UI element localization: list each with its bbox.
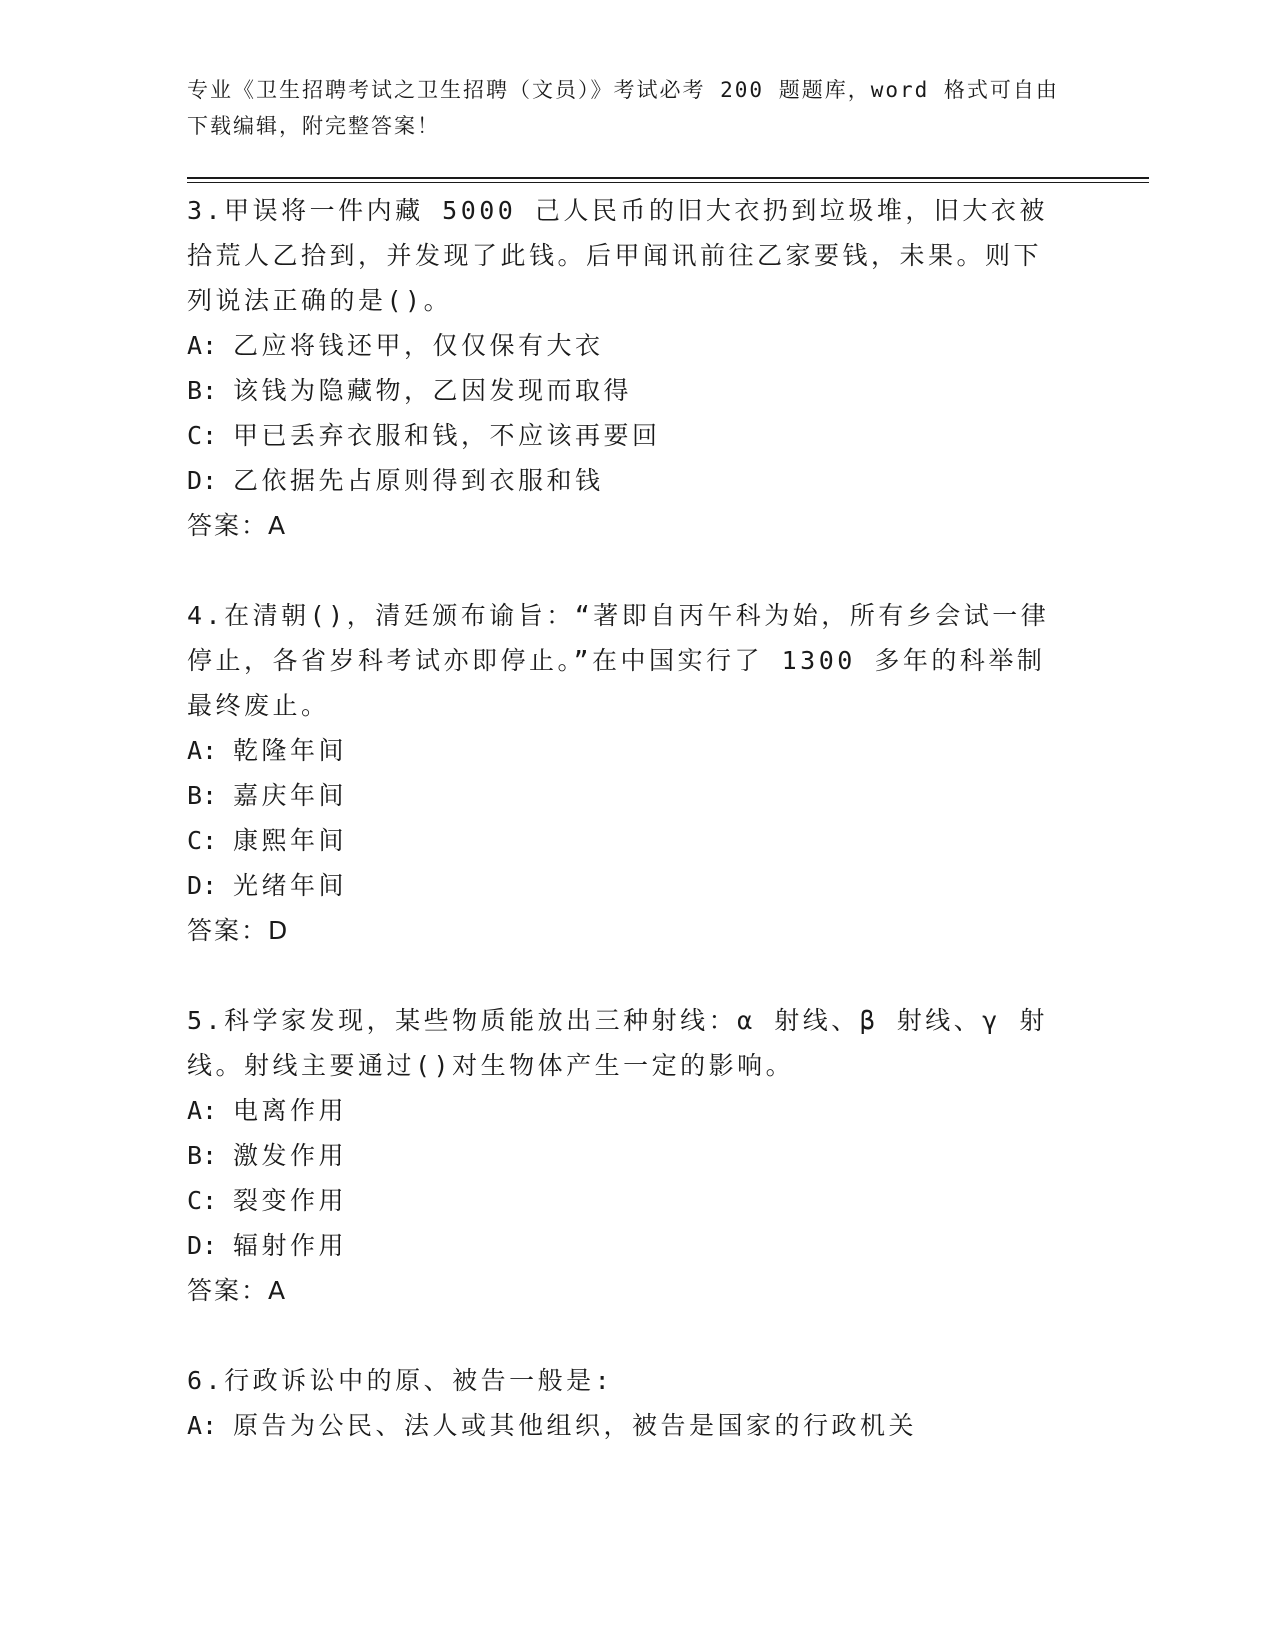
document-header: 专业《卫生招聘考试之卫生招聘（文员）》考试必考 200 题题库，word 格式可自由下载编辑，附完整答案！ [187, 78, 1059, 138]
option-key: B: [187, 1141, 218, 1170]
option-a [187, 1403, 1087, 1448]
option-c [187, 818, 1087, 863]
option-key: D: [187, 466, 218, 495]
header-divider-thin [187, 182, 1149, 183]
option-b [187, 368, 1087, 413]
option-key: C: [187, 1186, 218, 1215]
option-text: 电离作用 [233, 1096, 348, 1125]
option-c [187, 413, 1087, 458]
option-d [187, 863, 1087, 908]
option-a [187, 323, 1087, 368]
option-key: A: [187, 1096, 218, 1125]
option-text: 乙依据先占原则得到衣服和钱 [233, 466, 604, 495]
spacer [187, 1313, 1087, 1358]
option-c [187, 1178, 1087, 1223]
question-list [187, 188, 1087, 1448]
header-divider-thick [187, 177, 1149, 179]
option-text: 该钱为隐藏物，乙因发现而取得 [233, 376, 633, 405]
option-b [187, 1133, 1087, 1178]
option-key: C: [187, 826, 218, 855]
question-text: 6.行政诉讼中的原、被告一般是: [187, 1366, 614, 1395]
option-text: 乙应将钱还甲，仅仅保有大衣 [233, 331, 604, 360]
option-text: 嘉庆年间 [233, 781, 348, 810]
option-text: 原告为公民、法人或其他组织，被告是国家的行政机关 [233, 1411, 918, 1440]
question-5 [187, 998, 1087, 1313]
option-key: A: [187, 331, 218, 360]
option-key: B: [187, 781, 218, 810]
answer-line: 答案：D [187, 916, 290, 945]
option-text: 乾隆年间 [233, 736, 348, 765]
question-text: 5.科学家发现，某些物质能放出三种射线：α 射线、β 射线、γ 射线。射线主要通过()对生物体产生一定的影响。 [187, 1006, 1048, 1080]
question-4 [187, 593, 1087, 953]
option-text: 裂变作用 [233, 1186, 348, 1215]
spacer [187, 548, 1087, 593]
option-key: B: [187, 376, 218, 405]
option-d [187, 1223, 1087, 1268]
option-key: A: [187, 1411, 218, 1440]
option-a [187, 728, 1087, 773]
option-b [187, 773, 1087, 818]
answer-line: 答案：A [187, 511, 288, 540]
question-text: 4.在清朝()，清廷颁布谕旨：“著即自丙午科为始，所有乡会试一律停止，各省岁科考试亦即停止。”在中国实行了 1300 多年的科举制最终废止。 [187, 601, 1050, 720]
question-text: 3.甲误将一件内藏 5000 己人民币的旧大衣扔到垃圾堆，旧大衣被拾荒人乙拾到，并发现了此钱。后甲闻讯前往乙家要钱，未果。则下列说法正确的是()。 [187, 196, 1048, 315]
option-key: D: [187, 1231, 218, 1260]
option-text: 辐射作用 [233, 1231, 348, 1260]
option-key: A: [187, 736, 218, 765]
option-key: D: [187, 871, 218, 900]
option-text: 甲已丢弃衣服和钱，不应该再要回 [233, 421, 661, 450]
option-text: 康熙年间 [233, 826, 348, 855]
option-d [187, 458, 1087, 503]
spacer [187, 953, 1087, 998]
option-text: 激发作用 [233, 1141, 348, 1170]
question-6 [187, 1358, 1087, 1448]
option-key: C: [187, 421, 218, 450]
question-3 [187, 188, 1087, 548]
answer-line: 答案：A [187, 1276, 288, 1305]
option-text: 光绪年间 [233, 871, 348, 900]
option-a [187, 1088, 1087, 1133]
